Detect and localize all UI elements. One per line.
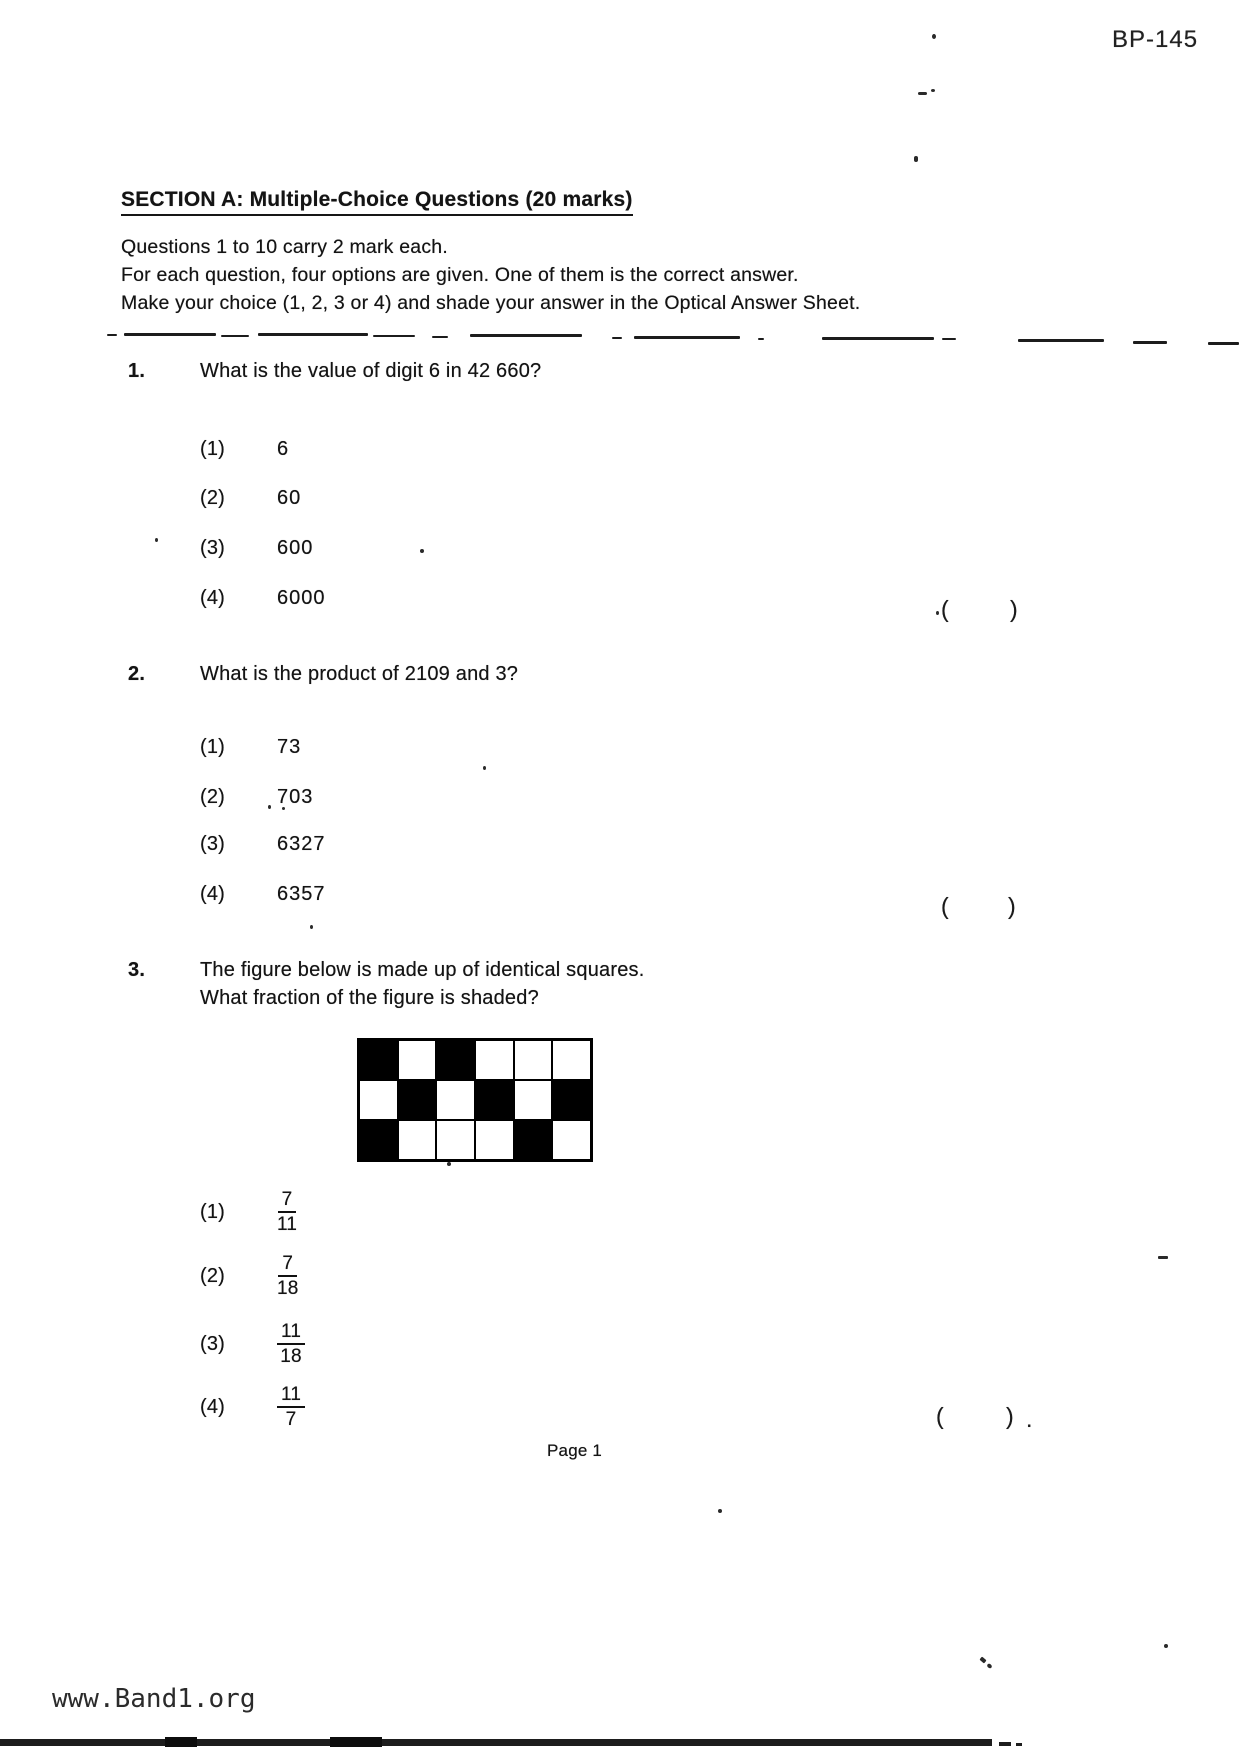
unshaded-square — [475, 1040, 514, 1080]
answer-bracket-close: ) — [1010, 596, 1018, 622]
instruction-line-3: Make your choice (1, 2, 3 or 4) and shade your answer in the Optical Answer Sheet. — [121, 292, 861, 314]
instruction-line-2: For each question, four options are given. One of them is the correct answer. — [121, 264, 799, 286]
unshaded-square — [436, 1080, 475, 1120]
option-label: (2) — [200, 487, 226, 509]
shaded-square — [514, 1120, 553, 1160]
scan-speck — [447, 1162, 451, 1166]
scan-speck — [979, 1657, 986, 1664]
option-label: (4) — [200, 587, 226, 609]
option-value: 60 — [277, 487, 302, 509]
section-title: SECTION A: Multiple-Choice Questions (20 marks) — [121, 188, 633, 216]
page-number-label: Page 1 — [547, 1441, 603, 1460]
scan-speck — [268, 805, 271, 809]
unshaded-square — [475, 1120, 514, 1160]
answer-bracket-open: ( — [936, 1403, 944, 1429]
doc-code: BP-145 — [1112, 26, 1199, 53]
shaded-square — [398, 1080, 437, 1120]
website-watermark: www.Band1.org — [52, 1684, 256, 1714]
fraction-value — [277, 1321, 305, 1367]
option-label: (3) — [200, 537, 226, 559]
option-label: (4) — [200, 1396, 226, 1418]
shaded-square — [475, 1080, 514, 1120]
unshaded-square — [514, 1080, 553, 1120]
option-value: 6000 — [277, 587, 326, 609]
scan-speck — [155, 538, 158, 542]
scan-speck — [931, 89, 935, 92]
scan-speck — [986, 1663, 992, 1669]
scan-speck — [1164, 1644, 1168, 1648]
unshaded-square — [552, 1040, 591, 1080]
scan-speck — [914, 156, 918, 162]
option-value: 600 — [277, 537, 314, 559]
answer-bracket-open: ( — [941, 596, 949, 622]
fraction-denominator: 11 — [277, 1214, 298, 1235]
scan-speck — [483, 766, 486, 770]
option-label: (3) — [200, 833, 226, 855]
instructions — [121, 233, 860, 317]
scan-speck — [1158, 1256, 1168, 1259]
option-value: 6357 — [277, 883, 326, 905]
answer-bracket-open: ( — [941, 893, 949, 919]
answer-bracket-period: . — [1026, 1406, 1033, 1432]
fraction-denominator: 18 — [277, 1278, 299, 1299]
option-label: (1) — [200, 1201, 226, 1223]
fraction-value — [277, 1189, 297, 1235]
option-value: 703 — [277, 786, 314, 808]
shaded-square — [436, 1040, 475, 1080]
fraction-numerator: 11 — [277, 1321, 305, 1345]
bottom-scan-bar — [0, 1739, 992, 1746]
option-label: (1) — [200, 438, 226, 460]
unshaded-square — [436, 1120, 475, 1160]
scan-speck — [718, 1509, 722, 1513]
bottom-scan-bar-segment — [330, 1737, 382, 1747]
option-value: 6327 — [277, 833, 326, 855]
fraction-denominator: 18 — [280, 1346, 302, 1367]
question-number: 3. — [128, 959, 146, 981]
option-value: 6 — [277, 438, 290, 460]
question-text-line-2: What fraction of the figure is shaded? — [200, 987, 539, 1009]
option-label: (2) — [200, 1265, 226, 1287]
shaded-square — [552, 1080, 591, 1120]
shaded-square — [359, 1040, 398, 1080]
answer-bracket-close: ) — [1006, 1403, 1014, 1429]
fraction-numerator: 11 — [277, 1384, 305, 1408]
question-text-line-1: The figure below is made up of identical squares. — [200, 959, 645, 981]
option-label: (3) — [200, 1333, 226, 1355]
answer-bracket-close: ) — [1008, 893, 1016, 919]
scan-speck — [936, 611, 939, 615]
option-label: (4) — [200, 883, 226, 905]
option-value: 73 — [277, 736, 302, 758]
fraction-value — [277, 1384, 305, 1430]
question-number: 2. — [128, 663, 146, 685]
shaded-square — [359, 1120, 398, 1160]
option-label: (2) — [200, 786, 226, 808]
scan-speck — [918, 92, 927, 95]
question-text: What is the value of digit 6 in 42 660? — [200, 360, 542, 382]
unshaded-square — [359, 1080, 398, 1120]
scan-speck — [310, 925, 313, 929]
unshaded-square — [398, 1040, 437, 1080]
fraction-value — [277, 1253, 299, 1299]
scan-speck — [932, 34, 936, 39]
fraction-denominator: 7 — [285, 1409, 297, 1430]
shaded-squares-figure — [357, 1038, 593, 1162]
question-text: What is the product of 2109 and 3? — [200, 663, 519, 685]
option-label: (1) — [200, 736, 226, 758]
bottom-scan-bar-segment — [165, 1737, 197, 1747]
bottom-scan-bar-dash — [999, 1742, 1011, 1746]
scan-speck — [420, 549, 424, 553]
question-number: 1. — [128, 360, 146, 382]
fraction-numerator: 7 — [278, 1189, 297, 1213]
fraction-numerator: 7 — [278, 1253, 297, 1277]
unshaded-square — [398, 1120, 437, 1160]
instruction-line-1: Questions 1 to 10 carry 2 mark each. — [121, 236, 448, 258]
unshaded-square — [514, 1040, 553, 1080]
bottom-scan-bar-dash — [1016, 1743, 1022, 1746]
unshaded-square — [552, 1120, 591, 1160]
